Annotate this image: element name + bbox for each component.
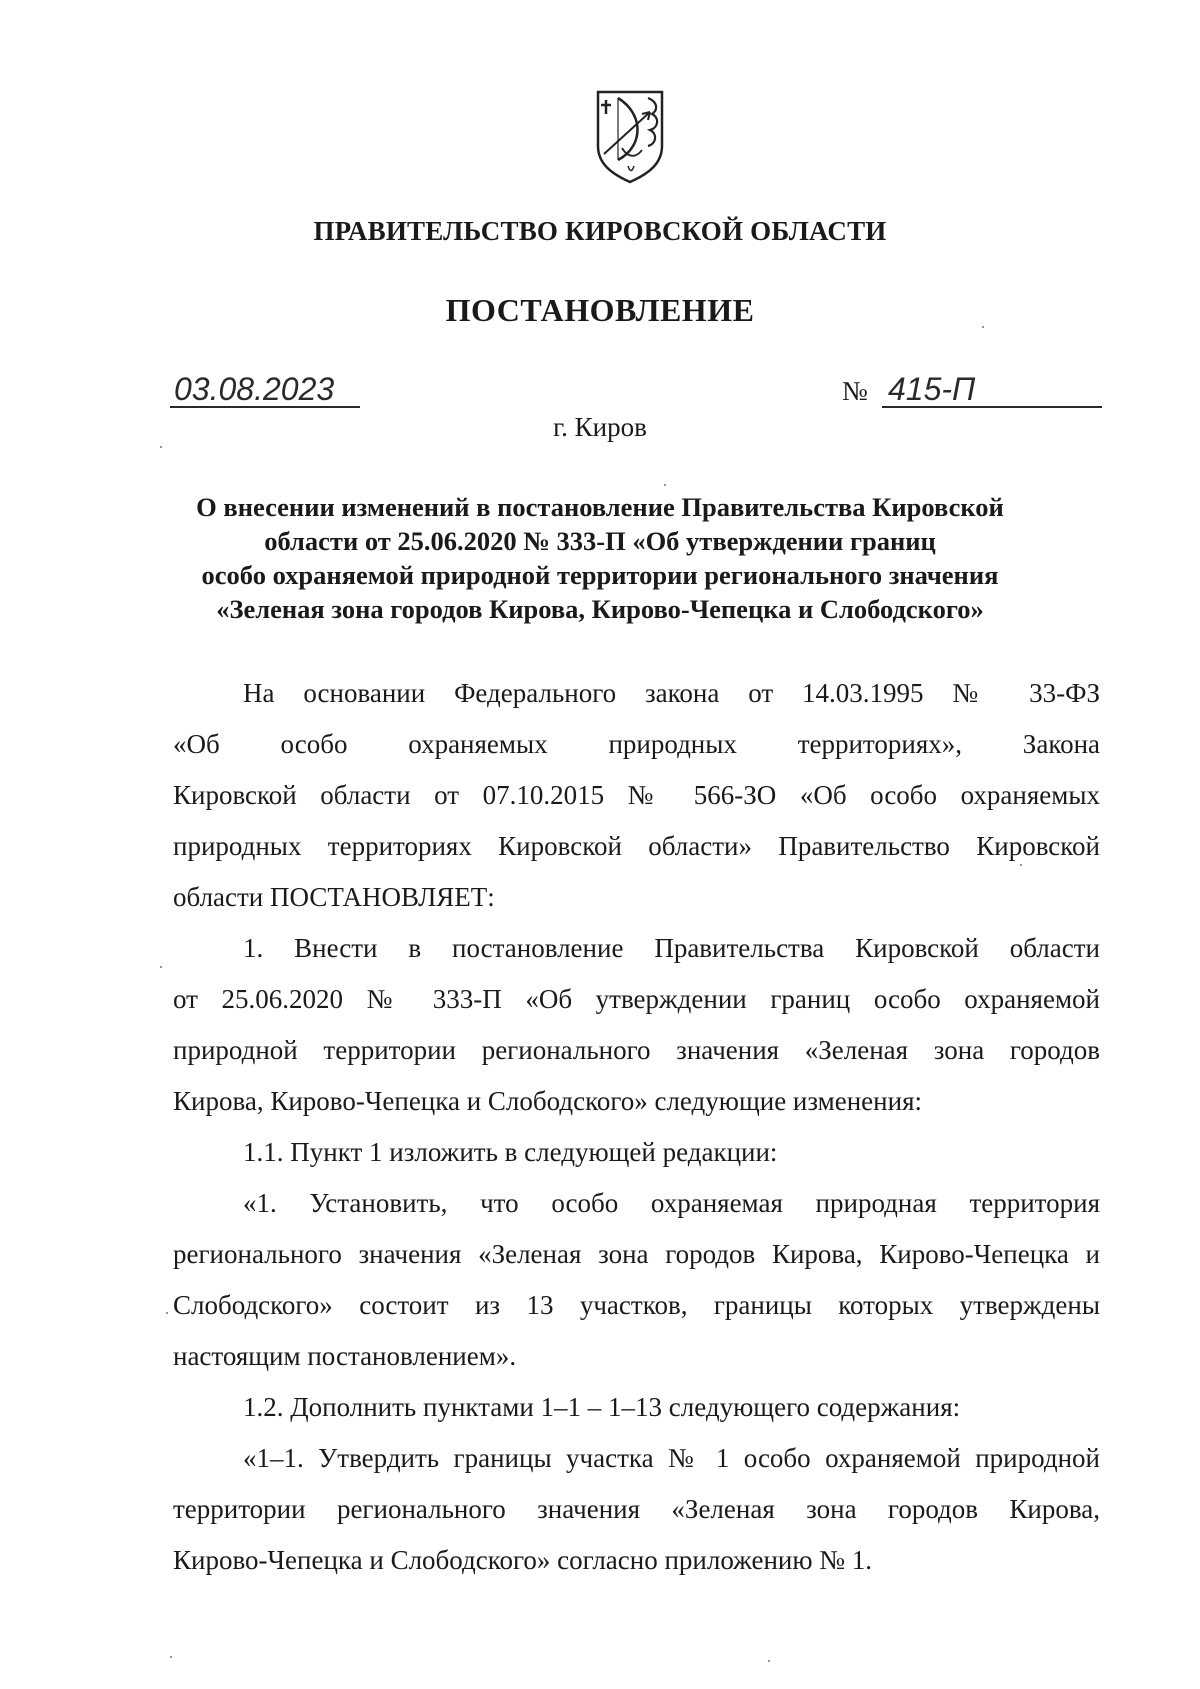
coat-of-arms-icon — [592, 88, 668, 184]
document-number: 415-П — [882, 372, 1102, 408]
scan-speck — [160, 446, 162, 448]
scan-speck — [664, 484, 666, 486]
body-line: 1.2. Дополнить пунктами 1–1 – 1–13 следующего содержания: — [243, 1392, 961, 1422]
document-number-block — [842, 372, 1098, 410]
body-line: Слободского» состоит из 13 участков, границы которых утверждены — [173, 1290, 1100, 1320]
document-date: 03.08.2023 — [170, 372, 360, 408]
body-line: области ПОСТАНОВЛЯЕТ: — [173, 882, 495, 912]
body-line: Кирово-Чепецка и Слободского» согласно приложению № 1. — [173, 1545, 873, 1575]
body-line: «1. Установить, что особо охраняемая природная территория — [243, 1188, 1100, 1218]
body-line: Кировской области от 07.10.2015 № 566-ЗО «Об особо охраняемых — [173, 780, 1100, 810]
body-line: «1–1. Утвердить границы участка № 1 особо охраняемой природной — [243, 1443, 1100, 1473]
title-line: О внесении изменений в постановление Правительства Кировской — [196, 492, 1004, 522]
scan-speck — [982, 326, 984, 328]
body-line: природных территориях Кировской области» Правительство Кировской — [173, 831, 1100, 861]
title-line: области от 25.06.2020 № 333-П «Об утверждении границ — [264, 526, 936, 556]
body-line: природной территории регионального значения «Зеленая зона городов — [173, 1035, 1100, 1065]
scan-speck — [166, 1312, 168, 1314]
title-line: «Зеленая зона городов Кирова, Кирово-Чепецка и Слободского» — [216, 594, 984, 624]
body-line: На основании Федерального закона от 14.03.1995 № 33-ФЗ — [243, 678, 1100, 708]
organization-name: ПРАВИТЕЛЬСТВО КИРОВСКОЙ ОБЛАСТИ — [313, 216, 887, 246]
document-title — [150, 490, 1050, 626]
body-line: «Об особо охраняемых природных территориях», Закона — [173, 729, 1100, 759]
title-line: особо охраняемой природной территории регионального значения — [201, 560, 999, 590]
body-line: 1.1. Пункт 1 изложить в следующей редакции: — [243, 1137, 778, 1167]
city-name: г. Киров — [553, 412, 647, 442]
body-line: территории регионального значения «Зеленая зона городов Кирова, — [173, 1494, 1100, 1524]
scan-speck — [160, 966, 162, 968]
body-line: Кирова, Кирово-Чепецка и Слободского» следующие изменения: — [173, 1086, 922, 1116]
document-body — [173, 668, 1100, 1586]
document-type: ПОСТАНОВЛЕНИЕ — [445, 292, 755, 328]
body-line: настоящим постановлением». — [173, 1341, 517, 1371]
scan-speck — [768, 1660, 770, 1662]
number-sign: № — [842, 376, 868, 406]
body-line: 1. Внести в постановление Правительства Кировской области — [243, 933, 1100, 963]
body-line: от 25.06.2020 № 333-П «Об утверждении границ особо охраняемой — [173, 984, 1100, 1014]
body-line: регионального значения «Зеленая зона городов Кирова, Кирово-Чепецка и — [173, 1239, 1100, 1269]
scan-speck — [170, 1656, 172, 1658]
scan-speck — [1020, 864, 1022, 866]
